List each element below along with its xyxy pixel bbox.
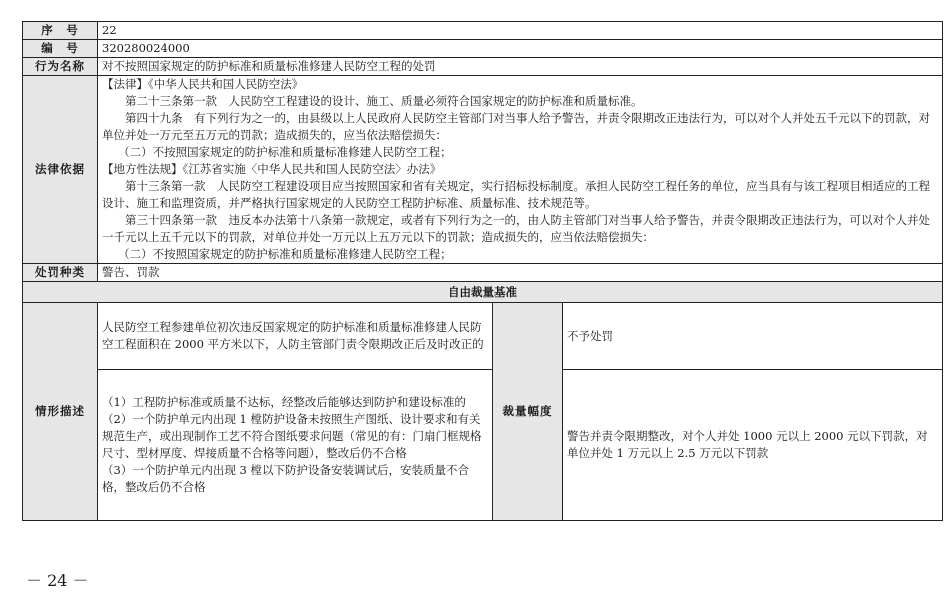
regulation-article-34: 第三十四条第一款 违反本办法第十八条第一款规定，或者有下列行为之一的，由人防主管部门对当事人给予警告，并责令限期改正违法行为，可以对个人并处一千元以上五千元以下的罚款，对单位并处一万元以上五万元以下的罚款；造成损失的，应当依法赔偿损失：	[102, 213, 930, 244]
situation-1-description: 人民防空工程参建单位初次违反国家规定的防护标准和质量标准修建人民防空工程面积在 2000 平方米以下，人防主管部门责令限期改正后及时改正的	[98, 303, 493, 370]
law-heading: 【法律】《中华人民共和国人民防空法》	[102, 77, 304, 91]
discretion-section-title: 自由裁量基准	[23, 282, 943, 303]
regulation-article-13: 第十三条第一款 人民防空工程建设项目应当按照国家和省有关规定，实行招标投标制度。承担人民防空工程任务的单位，应当具有与该工程项目相适应的工程设计、施工和监理资质，并严格执行国家规定的人民防空工程防护标准、质量标准、技术规范等。	[102, 179, 930, 210]
situation-2-item-2: （2）一个防护单元内出现 1 樘防护设备未按照生产图纸、设计要求和有关规范生产，或出现制作工艺不符合图纸要求问题（常见的有：门扇门框规格尺寸、型材厚度、焊接质量不合格等问题），整改后仍不合格	[102, 412, 482, 460]
penalty-type-value: 警告、罚款	[98, 264, 943, 282]
law-article-49: 第四十九条 有下列行为之一的，由县级以上人民政府人民防空主管部门对当事人给予警告，并责令限期改正违法行为，可以对个人并处五千元以下的罚款，对单位并处一万元至五万元的罚款；造成损失的，应当依法赔偿损失：	[102, 111, 930, 142]
legal-basis-cell	[98, 76, 943, 264]
range-label: 裁量幅度	[493, 303, 563, 521]
situation-2-measure: 警告并责令限期整改，对个人并处 1000 元以上 2000 元以下罚款，对单位并处 1 万元以上 2.5 万元以下罚款	[563, 370, 943, 521]
regulation-article-34-item-2: （二）不按照国家规定的防护标准和质量标准修建人民防空工程；	[118, 247, 452, 261]
act-value: 对不按照国家规定的防护标准和质量标准修建人民防空工程的处罚	[98, 58, 943, 76]
code-value: 320280024000	[98, 40, 943, 58]
code-label: 编 号	[23, 40, 98, 58]
law-article-49-item-2: （二）不按照国家规定的防护标准和质量标准修建人民防空工程；	[118, 145, 452, 159]
situation-label: 情形描述	[23, 303, 98, 521]
situation-2-item-1: （1）工程防护标准或质量不达标，经整改后能够达到防护和建设标准的	[102, 395, 466, 409]
situation-1-measure: 不予处罚	[563, 303, 943, 370]
act-label: 行为名称	[23, 58, 98, 76]
serial-value: 22	[98, 22, 943, 40]
page-number: － 24 －	[26, 571, 89, 590]
penalty-standard-table	[22, 21, 943, 521]
regulation-heading: 【地方性法规】《江苏省实施〈中华人民共和国人民防空法〉办法》	[102, 162, 442, 176]
law-article-23: 第二十三条第一款 人民防空工程建设的设计、施工、质量必须符合国家规定的防护标准和质量标准。	[125, 94, 643, 108]
situation-2-description	[98, 370, 493, 521]
penalty-type-label: 处罚种类	[23, 264, 98, 282]
serial-label: 序 号	[23, 22, 98, 40]
situation-2-item-3: （3）一个防护单元内出现 3 樘以下防护设备安装调试后，安装质量不合格，整改后仍不合格	[102, 463, 469, 494]
basis-label: 法律依据	[23, 76, 98, 264]
